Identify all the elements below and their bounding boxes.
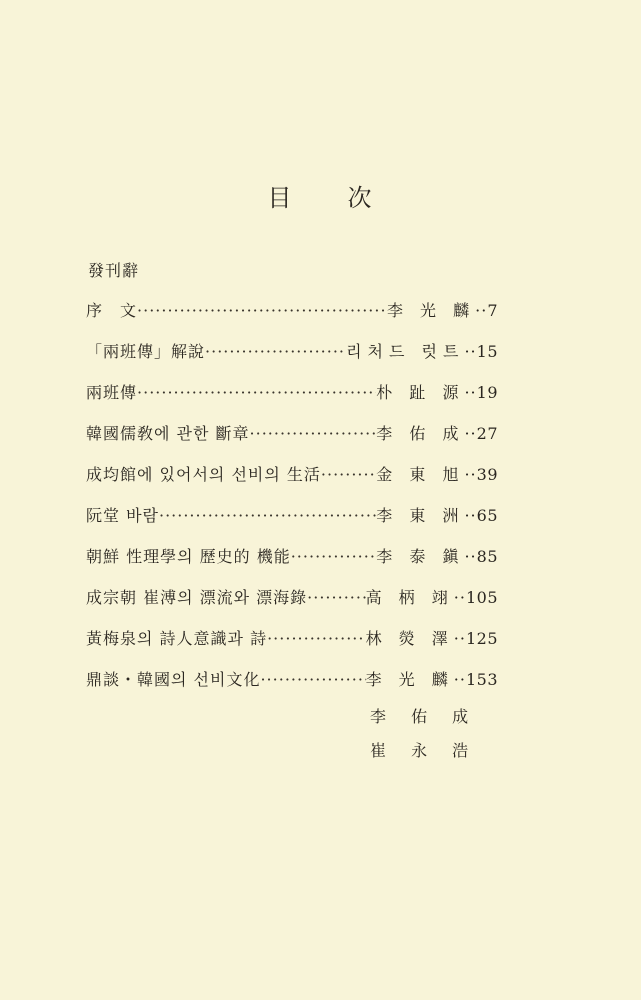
dot-leader (267, 629, 366, 648)
toc-entry-title: 韓國儒敎에 관한 斷章 (86, 424, 250, 443)
toc-entry (86, 298, 498, 322)
toc-entry (86, 462, 498, 486)
toc-entry-page: ·· 65 (464, 506, 498, 525)
toc-entry (86, 380, 498, 404)
toc-entry-page: ·· 125 (454, 629, 498, 648)
dot-leader (159, 506, 376, 525)
dot-leader (137, 383, 376, 402)
toc-entry-author: 李 佑 成 (376, 424, 465, 443)
toc-entry-author: 金 東 旭 (376, 465, 465, 484)
toc-entry-title: 鼎談・韓國의 선비文化 (86, 670, 261, 689)
dot-leader (205, 342, 346, 361)
toc-entry-author: 李 泰 鎭 (376, 547, 465, 566)
toc-entry-author: 리처드 럿트 (346, 342, 465, 361)
toc-entry (86, 585, 498, 609)
toc-entry (86, 626, 498, 650)
dot-leader (291, 547, 377, 566)
additional-author: 崔 永 浩 (370, 741, 479, 760)
additional-author: 李 佑 成 (370, 707, 479, 726)
toc-entry-page: ·· 39 (464, 465, 498, 484)
toc-entry-page: ·· 19 (464, 383, 498, 402)
toc-entry-author: 李 光 麟 (386, 301, 476, 320)
toc-entry (86, 421, 498, 445)
toc-entry-author: 林 熒 澤 (365, 629, 454, 648)
toc-entry-author: 李 光 麟 (365, 670, 454, 689)
toc-entry-title: 阮堂 바람 (86, 506, 159, 525)
toc-entry-title: 兩班傳 (86, 383, 138, 402)
toc-entry (86, 339, 498, 363)
toc-entry-title: 成均館에 있어서의 선비의 生活 (86, 465, 321, 484)
toc-entry-title: 成宗朝 崔溥의 漂流와 漂海錄 (86, 588, 308, 607)
dot-leader (260, 670, 365, 689)
toc-entry-page: ·· 7 (475, 301, 498, 320)
toc-entry (86, 503, 498, 527)
toc-entry-title: 「兩班傳」解說 (86, 342, 206, 361)
dot-leader (321, 465, 376, 484)
dot-leader (137, 301, 387, 320)
toc-entry-title: 序 文 (86, 301, 138, 320)
title-char-2: 次 (347, 184, 374, 212)
toc-entry (86, 544, 498, 568)
page-title (0, 178, 641, 213)
toc-entry-author: 高 柄 翊 (365, 588, 454, 607)
section-heading: 發刊辭 (88, 261, 140, 280)
title-char-1: 目 (267, 184, 294, 212)
toc-entry-author: 朴 趾 源 (376, 383, 465, 402)
toc-entry (86, 667, 498, 691)
toc-entry-title: 朝鮮 性理學의 歷史的 機能 (86, 547, 291, 566)
dot-leader (307, 588, 365, 607)
toc-entry-title: 黃梅泉의 詩人意識과 詩 (86, 629, 268, 648)
toc-entry-page: ·· 153 (454, 670, 498, 689)
toc-entry-page: ·· 15 (464, 342, 498, 361)
toc-entry-author: 李 東 洲 (376, 506, 465, 525)
dot-leader (250, 424, 377, 443)
toc-entry-page: ·· 85 (464, 547, 498, 566)
toc-entry-page: ·· 27 (464, 424, 498, 443)
toc-entry-page: ·· 105 (454, 588, 498, 607)
